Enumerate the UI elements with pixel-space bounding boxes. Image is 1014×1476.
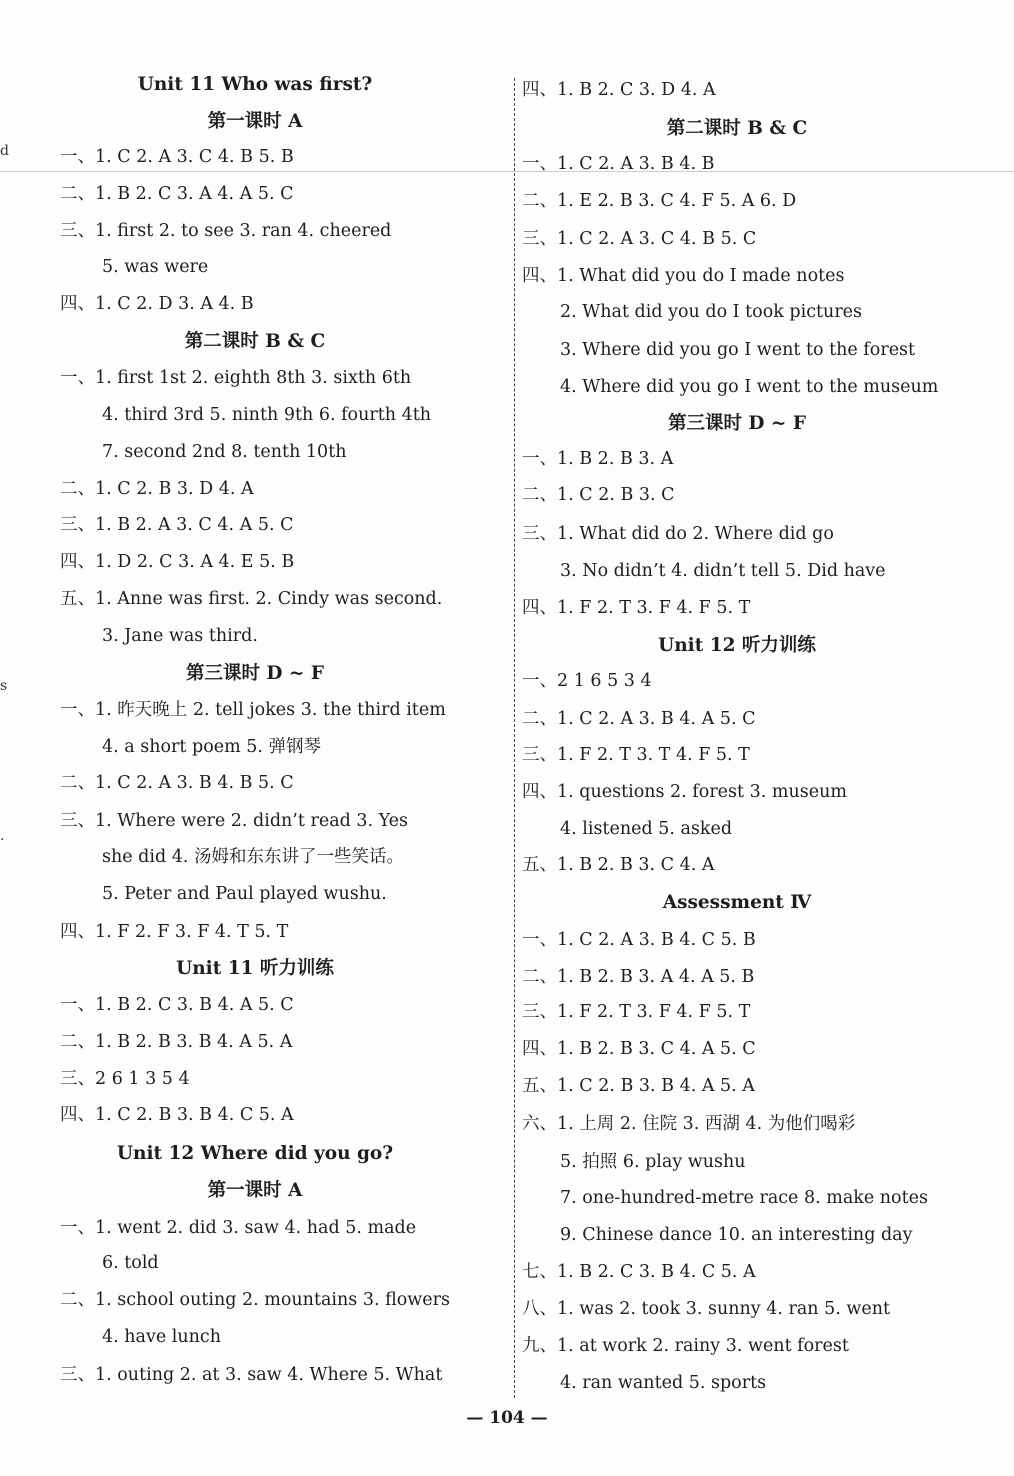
answer-line: 3. No didn’t 4. didn’t tell 5. Did have bbox=[560, 561, 886, 581]
answer-line: 4. have lunch bbox=[102, 1327, 221, 1347]
answer-line: 二、1. C 2. B 3. C bbox=[522, 485, 675, 505]
section-heading: 第一课时 A bbox=[207, 1180, 303, 1201]
answer-line: she did 4. 汤姆和东东讲了一些笑话。 bbox=[102, 847, 404, 867]
answer-line: 二、1. school outing 2. mountains 3. flowers bbox=[60, 1290, 450, 1310]
answer-line: 4. listened 5. asked bbox=[560, 819, 733, 839]
answer-line: 一、1. 昨天晚上 2. tell jokes 3. the third item bbox=[60, 700, 446, 720]
section-heading: 第二课时 B & C bbox=[666, 118, 808, 139]
answer-line: 四、1. What did you do I made notes bbox=[522, 266, 845, 286]
answer-line: 三、1. What did do 2. Where did go bbox=[522, 524, 834, 544]
answer-line: 一、1. C 2. A 3. B 4. C 5. B bbox=[522, 930, 756, 950]
answer-line: 7. one-hundred-metre race 8. make notes bbox=[560, 1188, 928, 1208]
answer-line: 5. Peter and Paul played wushu. bbox=[102, 884, 387, 904]
edge-mark: s bbox=[0, 678, 8, 694]
section-heading: 第一课时 A bbox=[207, 111, 303, 132]
section-heading: 第二课时 B & C bbox=[184, 331, 326, 352]
answer-line: 3. Jane was third. bbox=[102, 626, 258, 646]
answer-line: 一、1. B 2. C 3. B 4. A 5. C bbox=[60, 995, 294, 1015]
answer-line: 四、1. C 2. D 3. A 4. B bbox=[60, 294, 254, 314]
scan-artifact-line bbox=[0, 171, 1014, 172]
answer-line: 4. third 3rd 5. ninth 9th 6. fourth 4th bbox=[102, 405, 432, 425]
answer-line: 4. Where did you go I went to the museum bbox=[560, 377, 939, 397]
answer-line: 八、1. was 2. took 3. sunny 4. ran 5. went bbox=[522, 1299, 891, 1319]
answer-line: 2. What did you do I took pictures bbox=[560, 302, 863, 322]
answer-line: 四、1. D 2. C 3. A 4. E 5. B bbox=[60, 552, 295, 572]
answer-line: 二、1. E 2. B 3. C 4. F 5. A 6. D bbox=[522, 191, 797, 211]
column-divider bbox=[514, 78, 515, 1398]
section-heading: Unit 12 听力训练 bbox=[658, 635, 816, 656]
answer-line: 四、1. C 2. B 3. B 4. C 5. A bbox=[60, 1105, 294, 1125]
answer-line: 一、1. C 2. A 3. C 4. B 5. B bbox=[60, 147, 294, 167]
answer-line: 一、1. first 1st 2. eighth 8th 3. sixth 6th bbox=[60, 368, 412, 388]
answer-line: 3. Where did you go I went to the forest bbox=[560, 340, 916, 360]
answer-line: 二、1. B 2. B 3. A 4. A 5. B bbox=[522, 967, 755, 987]
answer-line: 四、1. B 2. C 3. D 4. A bbox=[522, 80, 716, 100]
answer-line: 三、1. F 2. T 3. T 4. F 5. T bbox=[522, 745, 750, 765]
answer-line: 二、1. C 2. A 3. B 4. A 5. C bbox=[522, 709, 756, 729]
answer-line: 三、1. F 2. T 3. F 4. F 5. T bbox=[522, 1002, 751, 1022]
answer-line: 三、2 6 1 3 5 4 bbox=[60, 1069, 190, 1089]
answer-line: 5. was were bbox=[102, 257, 209, 277]
answer-line: 4. a short poem 5. 弹钢琴 bbox=[102, 737, 322, 757]
answer-line: 六、1. 上周 2. 住院 3. 西湖 4. 为他们喝彩 bbox=[522, 1114, 856, 1134]
answer-line: 4. ran wanted 5. sports bbox=[560, 1373, 767, 1393]
answer-line: 九、1. at work 2. rainy 3. went forest bbox=[522, 1336, 849, 1356]
answer-line: 四、1. F 2. T 3. F 4. F 5. T bbox=[522, 598, 751, 618]
answer-line: 五、1. C 2. B 3. B 4. A 5. A bbox=[522, 1076, 755, 1096]
answer-line: 三、1. Where were 2. didn’t read 3. Yes bbox=[60, 811, 409, 831]
answer-line: 二、1. C 2. A 3. B 4. B 5. C bbox=[60, 773, 294, 793]
answer-line: 四、1. questions 2. forest 3. museum bbox=[522, 782, 847, 802]
answer-line: 5. 拍照 6. play wushu bbox=[560, 1152, 746, 1172]
section-heading: Assessment Ⅳ bbox=[662, 892, 812, 913]
answer-line: 三、1. B 2. A 3. C 4. A 5. C bbox=[60, 515, 294, 535]
answer-line: 三、1. C 2. A 3. C 4. B 5. C bbox=[522, 229, 757, 249]
answer-line: 三、1. outing 2. at 3. saw 4. Where 5. What bbox=[60, 1365, 443, 1385]
answer-line: 7. second 2nd 8. tenth 10th bbox=[102, 442, 347, 462]
answer-line: 一、1. B 2. B 3. A bbox=[522, 449, 674, 469]
answer-line: 一、1. C 2. A 3. B 4. B bbox=[522, 154, 715, 174]
answer-line: 三、1. first 2. to see 3. ran 4. cheered bbox=[60, 221, 392, 241]
answer-line: 四、1. F 2. F 3. F 4. T 5. T bbox=[60, 922, 289, 942]
answer-line: 9. Chinese dance 10. an interesting day bbox=[560, 1225, 913, 1245]
answer-line: 6. told bbox=[102, 1253, 159, 1273]
answer-line: 五、1. B 2. B 3. C 4. A bbox=[522, 855, 715, 875]
section-heading: 第三课时 D ~ F bbox=[185, 663, 324, 684]
answer-line: 五、1. Anne was first. 2. Cindy was second. bbox=[60, 589, 443, 609]
answer-line: 一、2 1 6 5 3 4 bbox=[522, 671, 652, 691]
page-number: — 104 — bbox=[466, 1408, 548, 1428]
edge-mark: d bbox=[0, 143, 9, 159]
answer-line: 一、1. went 2. did 3. saw 4. had 5. made bbox=[60, 1218, 417, 1238]
section-heading: Unit 12 Where did you go? bbox=[116, 1143, 394, 1164]
answer-line: 二、1. B 2. C 3. A 4. A 5. C bbox=[60, 184, 294, 204]
answer-line: 七、1. B 2. C 3. B 4. C 5. A bbox=[522, 1262, 756, 1282]
answer-line: 二、1. C 2. B 3. D 4. A bbox=[60, 479, 254, 499]
answer-line: 二、1. B 2. B 3. B 4. A 5. A bbox=[60, 1032, 293, 1052]
section-heading: Unit 11 听力训练 bbox=[176, 958, 334, 979]
answer-line: 四、1. B 2. B 3. C 4. A 5. C bbox=[522, 1039, 756, 1059]
section-heading: Unit 11 Who was first? bbox=[137, 74, 373, 95]
edge-mark: . bbox=[0, 828, 5, 844]
section-heading: 第三课时 D ~ F bbox=[667, 413, 806, 434]
